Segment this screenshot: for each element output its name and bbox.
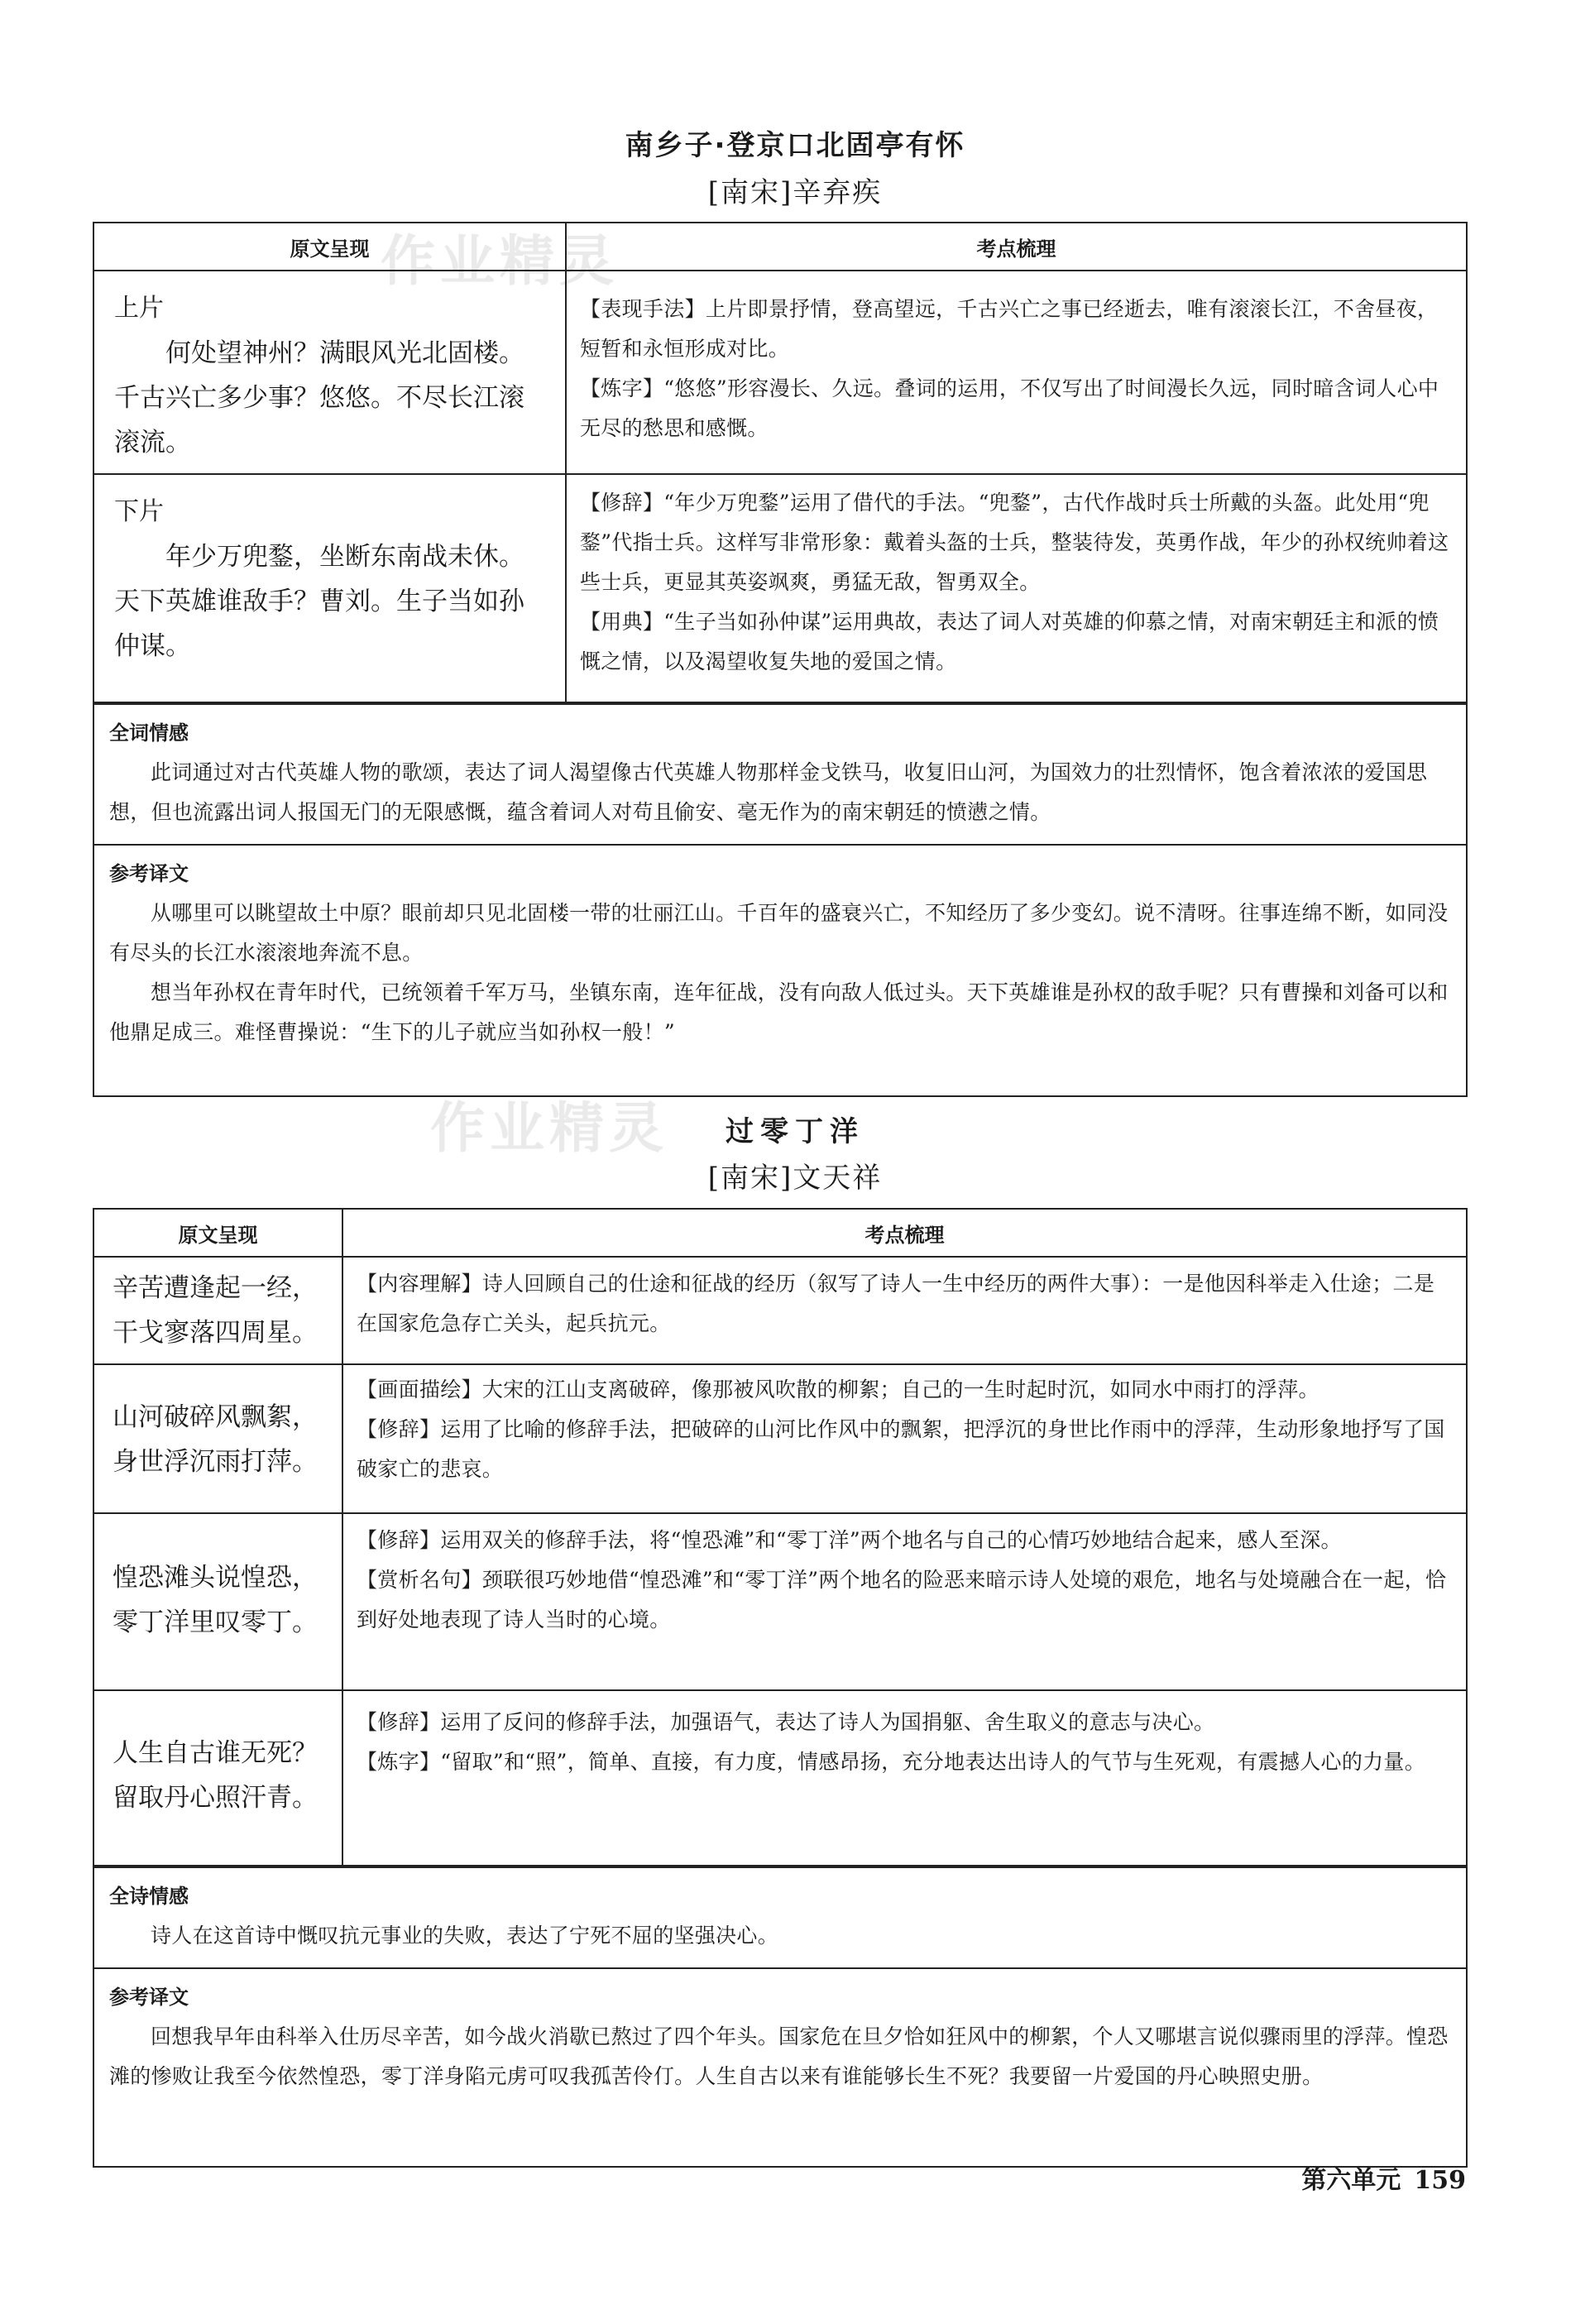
poem2-points-cell bbox=[342, 1364, 1466, 1513]
poem1-points-cell bbox=[566, 474, 1466, 702]
point-tag: 【内容理解】 bbox=[357, 1272, 482, 1296]
point-text: “年少万兜鍪”运用了借代的手法。“兜鍪”，古代作战时兵士所戴的头盔。此处用“兜鍪”代指士兵。这样写非常形象：戴着头盔的士兵，整装待发，英勇作战，年少的孙权统帅着这些士兵，更显其英姿飒爽，勇猛无敌，智勇双全。 bbox=[580, 491, 1449, 594]
emotion-text: 此词通过对古代英雄人物的歌颂，表达了词人渴望像古代英雄人物那样金戈铁马，收复旧山河，为国效力的壮烈情怀，饱含着浓浓的爱国思想，但也流露出词人报国无门的无限感慨，蕴含着词人对苟且偷安、毫无作为的南宋朝廷的愤懑之情。 bbox=[109, 760, 1428, 824]
point-item bbox=[357, 1264, 1451, 1344]
poem1-translation bbox=[94, 844, 1466, 1064]
poem2-translation bbox=[94, 1967, 1466, 2108]
poem-text: 辛苦遭逢起一经，干戈寥落四周星。 bbox=[113, 1273, 318, 1348]
point-item bbox=[357, 1521, 1451, 1560]
point-text: “留取”和“照”，简单、直接，有力度，情感昂扬，充分地表达出诗人的气节与生死观，有震撼人心的力量。 bbox=[440, 1750, 1426, 1774]
segment-label: 上片 bbox=[114, 294, 164, 323]
poem-text: 山河破碎风飘絮，身世浮沉雨打萍。 bbox=[113, 1402, 318, 1477]
poem1-emotion bbox=[94, 703, 1466, 844]
point-text: 上片即景抒情，登高望远，千古兴亡之事已经逝去，唯有滚滚长江，不舍昼夜，短暂和永恒形成对比。 bbox=[580, 297, 1439, 361]
point-text: 颈联很巧妙地借“惶恐滩”和“零丁洋”两个地名的险恶来暗示诗人处境的艰危，地名与处境融合在一起，恰到好处地表现了诗人当时的心境。 bbox=[357, 1568, 1447, 1632]
poem1-original-cell bbox=[94, 474, 566, 702]
emotion-heading: 全诗情感 bbox=[109, 1885, 189, 1908]
watermark: 作业精灵 bbox=[381, 229, 619, 293]
point-text: “生子当如孙仲谋”运用典故，表达了词人对英雄的仰慕之情，对南宋朝廷主和派的愤慨之情，以及渴望收复失地的爱国之情。 bbox=[580, 610, 1439, 673]
poem1-original-cell bbox=[94, 271, 566, 474]
poem1-title: 南乡子·登京口北固亭有怀 bbox=[625, 129, 965, 162]
point-tag: 【修辞】 bbox=[357, 1710, 441, 1734]
poem-text: 何处望神州？满眼风光北固楼。千古兴亡多少事？悠悠。不尽长江滚滚流。 bbox=[114, 338, 524, 458]
page-footer bbox=[1301, 2159, 1466, 2196]
emotion-heading: 全词情感 bbox=[109, 721, 189, 745]
point-item bbox=[357, 1703, 1451, 1742]
poem1-author: [南宋]辛弃疾 bbox=[707, 176, 883, 209]
poem2-table bbox=[93, 1208, 1468, 2168]
segment-label: 下片 bbox=[114, 497, 164, 526]
point-text: 运用了比喻的修辞手法，把破碎的山河比作风中的飘絮，把浮沉的身世比作雨中的浮萍，生动形象地抒写了国破家亡的悲哀。 bbox=[357, 1417, 1445, 1481]
translation-paragraph: 想当年孙权在青年时代，已统领着千军万马，坐镇东南，连年征战，没有向敌人低过头。天下英雄谁是孙权的敌手呢？只有曹操和刘备可以和他鼎足成三。难怪曹操说：“生下的儿子就应当如孙权一般！” bbox=[109, 980, 1449, 1044]
poem2-original-cell bbox=[94, 1513, 342, 1690]
poem2-points-cell bbox=[342, 1257, 1466, 1364]
point-tag: 【修辞】 bbox=[580, 491, 664, 515]
point-tag: 【用典】 bbox=[580, 610, 664, 634]
poem2-title: 过零丁洋 bbox=[726, 1115, 864, 1148]
point-tag: 【表现手法】 bbox=[580, 297, 706, 321]
poem1-points-cell bbox=[566, 271, 1466, 474]
point-item bbox=[580, 369, 1451, 448]
unit-label: 第六单元 bbox=[1301, 2166, 1401, 2195]
poem2-author: [南宋]文天祥 bbox=[707, 1162, 883, 1195]
point-item bbox=[357, 1742, 1451, 1782]
poem-text: 人生自古谁无死？留取丹心照汗青。 bbox=[113, 1738, 318, 1813]
poem-text: 惶恐滩头说惶恐，零丁洋里叹零丁。 bbox=[113, 1563, 318, 1637]
translation-paragraph: 从哪里可以眺望故土中原？眼前却只见北固楼一带的壮丽江山。千百年的盛衰兴亡，不知经历了多少变幻。说不清呀。往事连绵不断，如同没有尽头的长江水滚滚地奔流不息。 bbox=[109, 901, 1449, 965]
point-tag: 【赏析名句】 bbox=[357, 1568, 482, 1592]
point-item bbox=[580, 483, 1451, 602]
translation-heading: 参考译文 bbox=[109, 1986, 189, 2009]
poem-text: 年少万兜鍪，坐断东南战未休。天下英雄谁敌手？曹刘。生子当如孙仲谋。 bbox=[114, 542, 524, 661]
poem2-header-original: 原文呈现 bbox=[94, 1210, 342, 1257]
poem1-table bbox=[93, 222, 1468, 1097]
point-text: 诗人回顾自己的仕途和征战的经历（叙写了诗人一生中经历的两件大事）：一是他因科举走入仕途；二是在国家危急存亡关头，起兵抗元。 bbox=[357, 1272, 1435, 1335]
poem1-header-original: 原文呈现 bbox=[94, 223, 566, 271]
point-text: 运用双关的修辞手法，将“惶恐滩”和“零丁洋”两个地名与自己的心情巧妙地结合起来，感人至深。 bbox=[440, 1528, 1342, 1552]
poem1-header-points: 考点梳理 bbox=[566, 223, 1466, 271]
point-tag: 【炼字】 bbox=[357, 1750, 441, 1774]
poem2-points-cell bbox=[342, 1513, 1466, 1690]
emotion-text: 诗人在这首诗中慨叹抗元事业的失败，表达了宁死不屈的坚强决心。 bbox=[151, 1924, 779, 1948]
point-tag: 【修辞】 bbox=[357, 1528, 441, 1552]
point-text: 运用了反问的修辞手法，加强语气，表达了诗人为国捐躯、舍生取义的意志与决心。 bbox=[440, 1710, 1215, 1734]
poem2-points-cell bbox=[342, 1690, 1466, 1866]
point-tag: 【炼字】 bbox=[580, 376, 664, 400]
point-tag: 【画面描绘】 bbox=[357, 1378, 482, 1402]
point-text: 大宋的江山支离破碎，像那被风吹散的柳絮；自己的一生时起时沉，如同水中雨打的浮萍。 bbox=[481, 1378, 1319, 1402]
point-item bbox=[580, 290, 1451, 369]
point-item bbox=[357, 1370, 1451, 1410]
translation-paragraph: 回想我早年由科举入仕历尽辛苦，如今战火消歇已熬过了四个年头。国家危在旦夕恰如狂风中的柳絮，个人又哪堪言说似骤雨里的浮萍。惶恐滩的惨败让我至今依然惶恐，零丁洋身陷元虏可叹我孤苦伶仃。人生自古以来有谁能够长生不死？我要留一片爱国的丹心映照史册。 bbox=[109, 2025, 1449, 2088]
poem2-header-points: 考点梳理 bbox=[342, 1210, 1466, 1257]
point-item bbox=[580, 602, 1451, 682]
watermark: 作业精灵 bbox=[430, 1096, 668, 1160]
page-number: 159 bbox=[1414, 2166, 1466, 2195]
translation-heading: 参考译文 bbox=[109, 862, 189, 885]
poem2-original-cell bbox=[94, 1690, 342, 1866]
poem2-original-cell bbox=[94, 1257, 342, 1364]
point-item bbox=[357, 1560, 1451, 1640]
point-item bbox=[357, 1410, 1451, 1489]
poem2-original-cell bbox=[94, 1364, 342, 1513]
point-tag: 【修辞】 bbox=[357, 1417, 441, 1441]
point-text: “悠悠”形容漫长、久远。叠词的运用，不仅写出了时间漫长久远，同时暗含词人心中无尽的愁思和感慨。 bbox=[580, 376, 1439, 440]
poem2-emotion bbox=[94, 1866, 1466, 1967]
